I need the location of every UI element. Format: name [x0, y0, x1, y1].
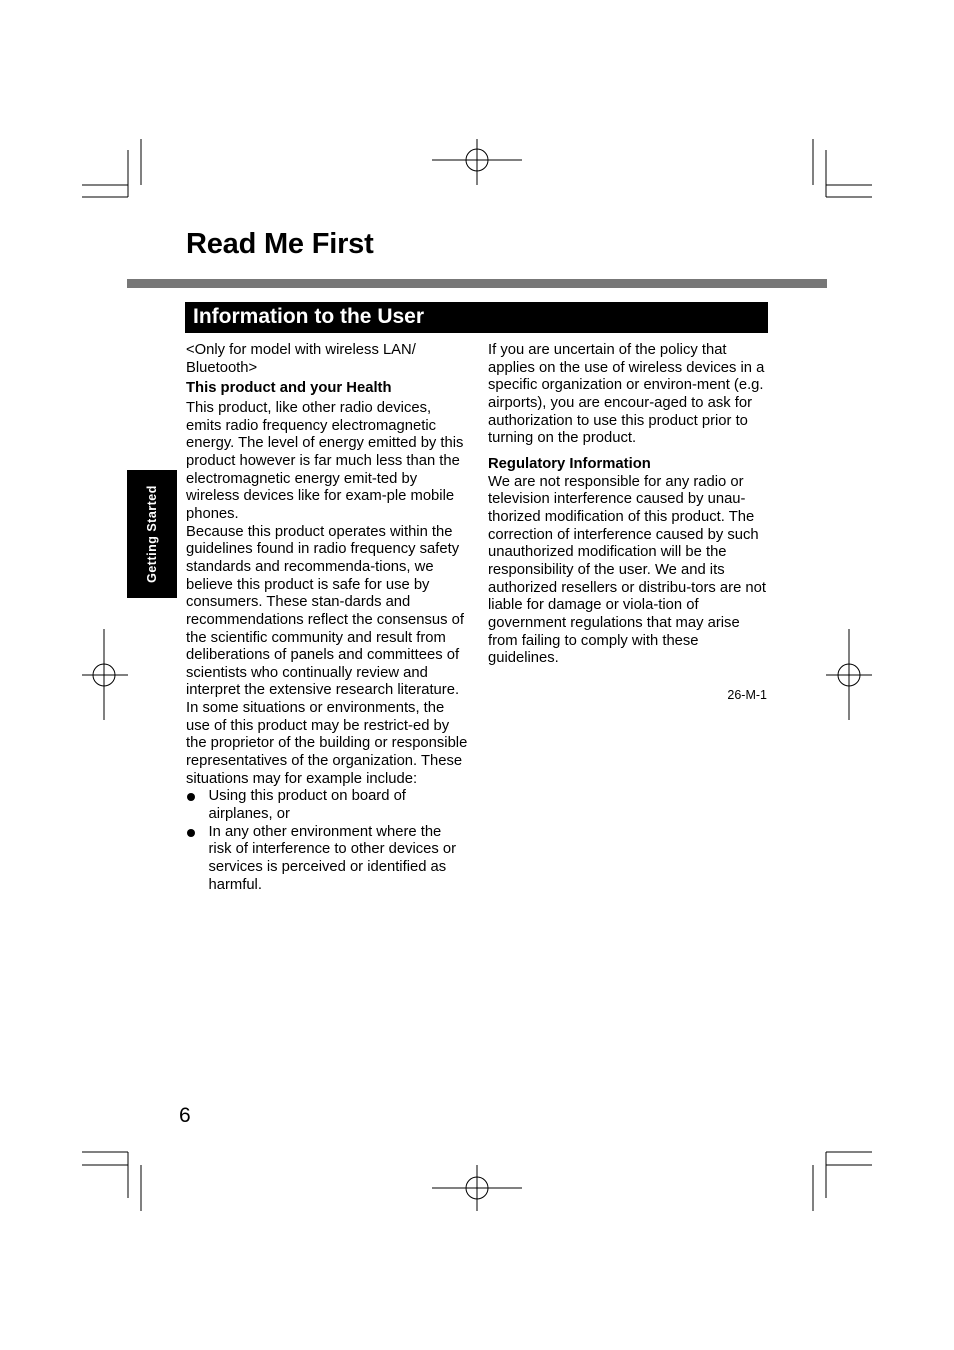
- model-note: <Only for model with wireless LAN/ Bluetooth>: [186, 342, 416, 376]
- health-paragraph-3: In some situations or environments, the use of this product may be restrict-ed by the proprietor of the building or responsible representatives of the organization. These situations may for example include:: [186, 700, 468, 787]
- title-rule: [127, 279, 827, 288]
- regulatory-heading: Regulatory Information: [488, 455, 651, 472]
- policy-paragraph: If you are uncertain of the policy that applies on the use of wireless devices in a specific organization or environ-ment (e.g. airports), you are encour-aged to ask for authorization to use this product prior to turning on the product.: [488, 342, 765, 447]
- health-paragraph-1: This product, like other radio devices, emits radio frequency electromagnetic energy. The level of energy emitted by this product however is far much less than the electromagnetic energy emit-ted by wireless devices like for exam-ple mobile phones.: [186, 399, 464, 522]
- health-paragraph-2: Because this product operates within the guidelines found in radio frequency safety standards and recommenda-tions, we believe this product is safe for use by consumers. These stan-dards and recommendations reflect the consensus of the scientific community and result from deliberations of panels and committees of scientists who continually review and interpret the extensive research literature.: [186, 523, 464, 699]
- health-heading: This product and your Health: [186, 380, 392, 397]
- regulatory-paragraph: We are not responsible for any radio or television interference caused by unau-thorized modification of this product. The correction of interference caused by such unauthorized modification will be the responsibility of the user. We and its authorized resellers or distribu-tors are not liable for damage or viola-tion of government regulations that may arise from failing to comply with these guidelines.: [488, 473, 766, 667]
- section-heading: Information to the User: [193, 305, 425, 328]
- page-title: Read Me First: [186, 228, 374, 260]
- right-column: [488, 342, 773, 668]
- list-item-text: In any other environment where the risk of interference to other devices or services is perceived or identified as harmful.: [208, 823, 457, 893]
- page-number: 6: [179, 1104, 191, 1127]
- left-column: [186, 342, 468, 894]
- side-tab-label: Getting Started: [145, 485, 159, 583]
- bullet-icon: [187, 793, 195, 801]
- bullet-icon: [187, 829, 195, 837]
- list-item: [186, 788, 468, 823]
- side-tab: [127, 470, 177, 598]
- list-item: [186, 824, 468, 895]
- list-item-text: Using this product on board of airplanes, or: [208, 788, 406, 823]
- section-banner: [185, 302, 768, 333]
- document-code: 26-M-1: [727, 688, 767, 702]
